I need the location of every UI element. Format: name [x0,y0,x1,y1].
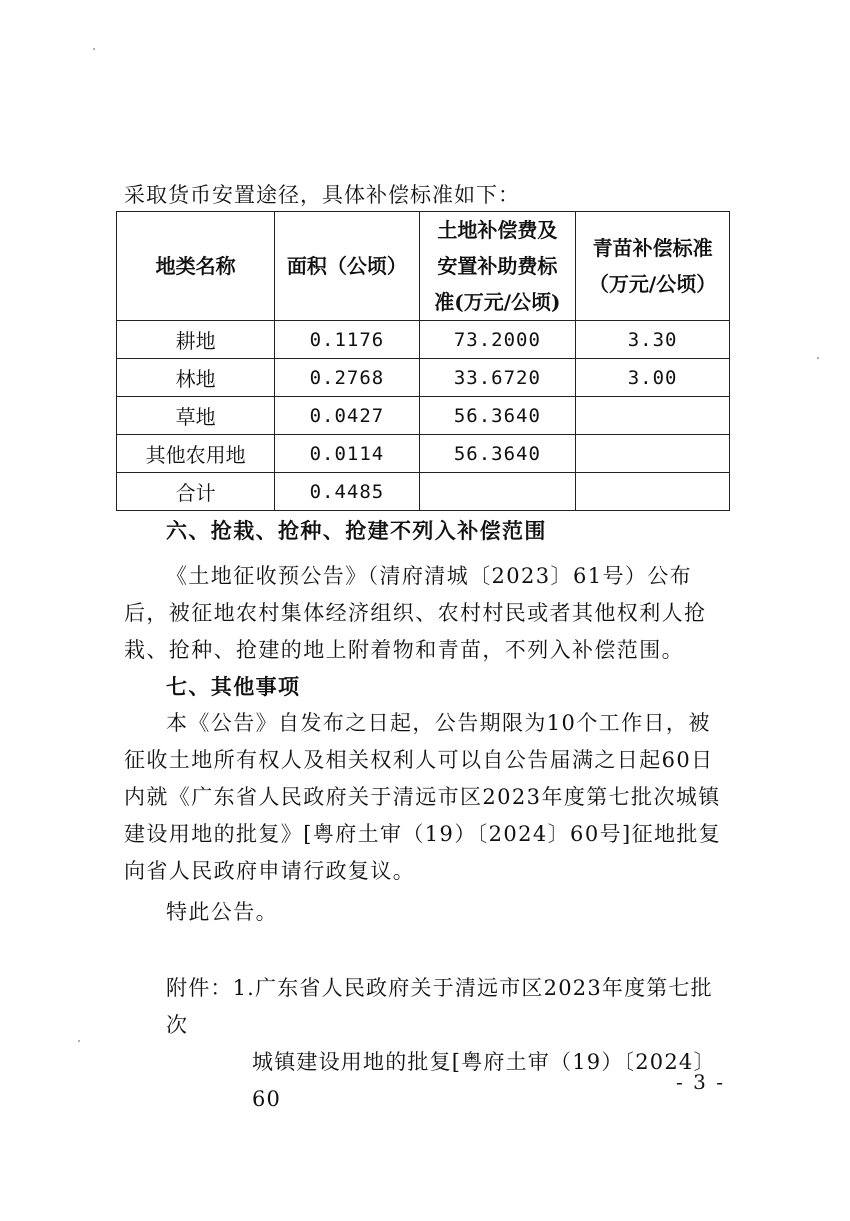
header-crop-compensation-line2: （万元/公顷） [588,272,717,296]
cell-land-compensation [419,473,576,511]
cell-crop-compensation [576,397,730,435]
scan-speck [78,1040,80,1042]
cell-area: 0.0427 [275,397,419,435]
header-land-compensation-line3: 准(万元/公顷) [434,290,561,314]
cell-land-type: 合计 [117,473,275,511]
cell-area: 0.2768 [275,359,419,397]
header-land-compensation [419,212,576,321]
cell-land-type: 耕地 [117,321,275,359]
cell-land-compensation: 56.3640 [419,435,576,473]
table-row [117,321,730,359]
cell-land-compensation: 56.3640 [419,397,576,435]
cell-crop-compensation: 3.30 [576,321,730,359]
cell-land-compensation: 33.6720 [419,359,576,397]
section-7-heading: 七、其他事项 [166,674,301,699]
page-number: - 3 - [676,1070,725,1094]
attachment-list [166,970,732,1118]
scan-speck [817,357,819,359]
cell-land-compensation: 73.2000 [419,321,576,359]
header-crop-compensation [576,212,730,321]
attachment-line-2: 城镇建设用地的批复[粤府土审（19）〔2024〕60 [252,1050,716,1111]
compensation-table [116,211,730,511]
scan-speck [93,48,95,50]
cell-crop-compensation [576,435,730,473]
table-row [117,435,730,473]
header-land-compensation-line2: 安置补助费标 [437,254,558,278]
header-area: 面积（公顷） [275,212,419,321]
table-row [117,397,730,435]
section-7-body: 本《公告》自发布之日起，公告期限为10个工作日，被征收土地所有权人及相关权利人可以自公告届满之日起60日内就《广东省人民政府关于清远市区2023年度第七批次城镇建设用地的批复》[粤府土审（19）〔2024〕60号]征地批复向省人民政府申请行政复议。 [124,711,722,883]
table-row-total [117,473,730,511]
table-row [117,359,730,397]
closing-text: 特此公告。 [166,900,278,924]
attachment-line-1: 附件：1.广东省人民政府关于清远市区2023年度第七批次 [166,976,713,1037]
cell-crop-compensation: 3.00 [576,359,730,397]
intro-text: 采取货币安置途径，具体补偿标准如下： [124,183,520,207]
section-6-heading: 六、抢栽、抢种、抢建不列入补偿范围 [166,518,547,543]
cell-area: 0.0114 [275,435,419,473]
cell-land-type: 草地 [117,397,275,435]
section-6-body: 《土地征收预公告》（清府清城〔2023〕61号）公布后，被征地农村集体经济组织、农村村民或者其他权利人抢栽、抢种、抢建的地上附着物和青苗，不列入补偿范围。 [124,564,707,662]
cell-area: 0.1176 [275,321,419,359]
cell-land-type: 林地 [117,359,275,397]
cell-crop-compensation [576,473,730,511]
header-land-compensation-line1: 土地补偿费及 [437,218,558,242]
header-land-type: 地类名称 [117,212,275,321]
header-crop-compensation-line1: 青苗补偿标准 [592,236,713,260]
cell-area: 0.4485 [275,473,419,511]
cell-land-type: 其他农用地 [117,435,275,473]
table-header-row [117,212,730,321]
